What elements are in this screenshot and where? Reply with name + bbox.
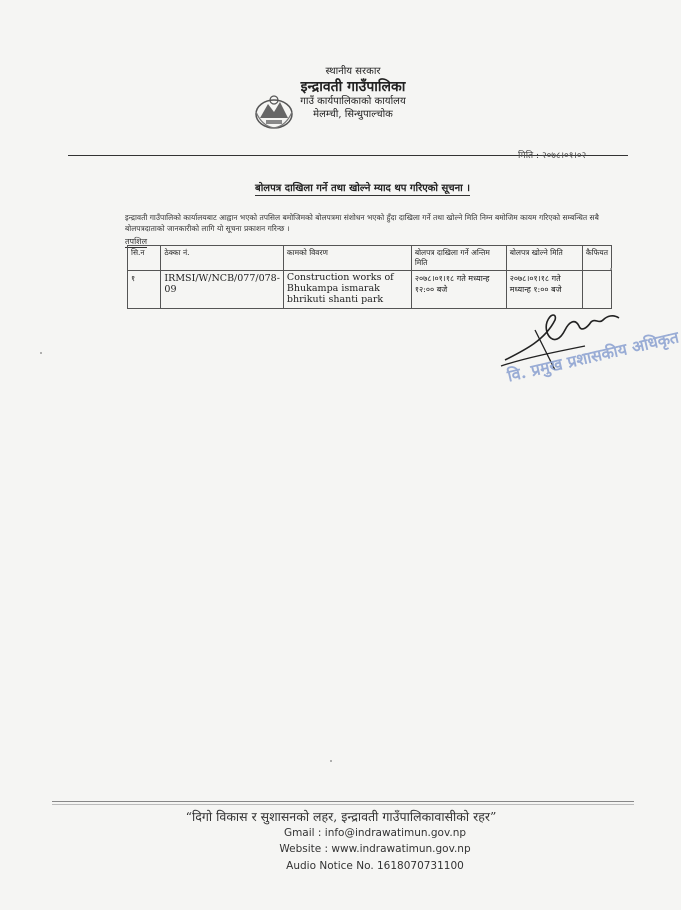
header-remarks: कैफियत — [582, 246, 611, 271]
office-header — [288, 66, 418, 121]
scan-speck — [330, 760, 332, 762]
notice-intro: इन्द्रावती गाउँपालिको कार्यालयबाट आह्वान भएको तपसिल बमोजिमको बोलपत्रमा संशोधन भएको हुँदा दाखिला गर्ने तथा खोल्ने मिति निम्न बमोजिम कायम गरिएको सम्बन्धित सबै बोलपत्रदाताको जानकारीको लागि यो सूचना प्रकाशन गरिन्छ । — [125, 213, 599, 234]
header-line-local-government: स्थानीय सरकार — [325, 66, 381, 77]
footer-divider-secondary — [52, 804, 634, 805]
details-label: तपशिल — [125, 237, 148, 246]
footer-slogan: “दिगो विकास र सुशासनको लहर, इन्द्रावती गाउँपालिकावासीको रहर” — [185, 809, 497, 824]
table-header-row — [128, 246, 612, 271]
footer-divider — [52, 801, 634, 802]
officer-stamp: वि. प्रमुख प्रशासकीय अधिकृत — [505, 327, 681, 386]
header-line-municipality: इन्द्रावती गाउँपालिका — [300, 78, 406, 95]
scan-speck — [610, 268, 612, 270]
header-line-office: गाउँ कार्यपालिकाको कार्यालय — [300, 96, 406, 107]
footer-gmail: Gmail : info@indrawatimun.gov.np — [283, 827, 467, 839]
header-line-address: मेलम्ची, सिन्धुपाल्चोक — [313, 108, 393, 120]
footer-website: Website : www.indrawatimun.gov.np — [279, 843, 471, 856]
cell-opening-date: २०७८।०१।१८ गते मध्यान्ह १:०० बजे — [506, 271, 582, 309]
header-opening-date: बोलपत्र खोल्ने मिति — [506, 246, 582, 271]
header-submission-date: बोलपत्र दाखिला गर्ने अन्तिम मिति — [411, 246, 506, 271]
footer-audio-notice: Audio Notice No. 1618070731100 — [286, 859, 464, 872]
header-contract-no: ठेक्का नं. — [161, 246, 284, 271]
footer — [0, 808, 662, 874]
notice-date: मिति : २०७८।०१।०२ — [518, 151, 587, 161]
cell-contract-no: IRMSI/W/NCB/077/078-09 — [161, 271, 284, 309]
header-sn: सि.न — [128, 246, 161, 271]
cell-description: Construction works of Bhukampa ismarak bhrikuti shanti park — [283, 271, 411, 309]
cell-sn: १ — [128, 271, 161, 309]
cell-submission-date: २०७८।०१।१८ गते मध्यान्ह १२:०० बजे — [411, 271, 506, 309]
notice-title: बोलपत्र दाखिला गर्ने तथा खोल्ने म्याद थप गरिएको सूचना । — [255, 180, 470, 196]
scan-speck — [40, 352, 42, 354]
header-description: कामको विवरण — [283, 246, 411, 271]
